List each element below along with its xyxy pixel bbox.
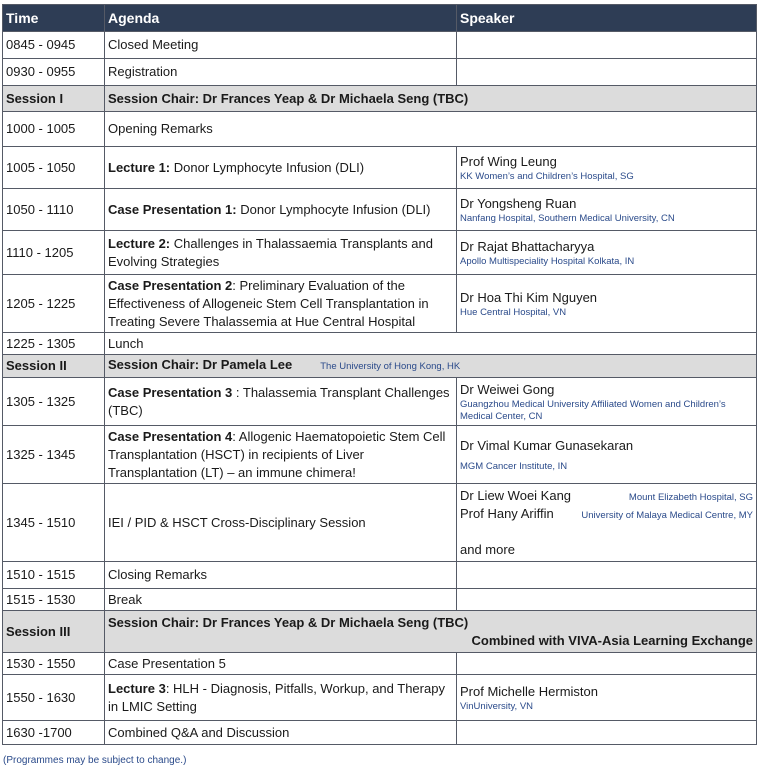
agenda-title: Lecture 3 — [108, 680, 166, 696]
speaker-cell — [457, 562, 757, 589]
speaker-affiliation: KK Women’s and Children’s Hospital, SG — [460, 170, 634, 182]
agenda-cell — [105, 275, 457, 333]
table-row — [3, 32, 757, 59]
agenda-table — [2, 4, 757, 745]
session-row — [3, 86, 757, 112]
time-cell: 1510 - 1515 — [3, 562, 105, 589]
header-speaker: Speaker — [457, 5, 757, 32]
agenda-title: Case Presentation 1: — [108, 201, 237, 217]
speaker-line — [460, 487, 753, 505]
time-cell: 1345 - 1510 — [3, 484, 105, 562]
table-row — [3, 147, 757, 189]
table-row — [3, 484, 757, 562]
agenda-text: : Thalassemia Transplant Challenges (TBC) — [108, 384, 450, 418]
session-row — [3, 355, 757, 378]
session-label: Session III — [3, 611, 105, 653]
header-time: Time — [3, 5, 105, 32]
agenda-cell — [105, 675, 457, 721]
time-cell: 1225 - 1305 — [3, 333, 105, 355]
speaker-cell — [457, 275, 757, 333]
agenda-text: Challenges in Thalassaemia Transplants and Evolving Strategies — [108, 235, 433, 269]
speaker-cell — [457, 426, 757, 484]
agenda-cell — [105, 189, 457, 231]
speaker-cell — [457, 675, 757, 721]
speaker-name: Prof Wing Leung — [460, 153, 557, 169]
time-cell: 1630 -1700 — [3, 721, 105, 745]
header-agenda: Agenda — [105, 5, 457, 32]
table-row — [3, 333, 757, 355]
session-chair-affiliation: The University of Hong Kong, HK — [320, 361, 461, 372]
table-row — [3, 59, 757, 86]
speaker-affiliation: Apollo Multispeciality Hospital Kolkata, IN — [460, 255, 635, 267]
session-label: Session I — [3, 86, 105, 112]
speaker-affiliation: Guangzhou Medical University Affiliated Women and Children’s Medical Center, CN — [460, 398, 726, 422]
speaker-name: Dr Liew Woei Kang — [460, 487, 572, 503]
speaker-cell — [457, 32, 757, 59]
time-cell: 1325 - 1345 — [3, 426, 105, 484]
table-row — [3, 275, 757, 333]
speaker-name: Dr Hoa Thi Kim Nguyen — [460, 289, 598, 305]
session-row — [3, 611, 757, 653]
speaker-cell — [457, 231, 757, 275]
time-cell: 1530 - 1550 — [3, 653, 105, 675]
time-cell: 0845 - 0945 — [3, 32, 105, 59]
agenda-cell: Registration — [105, 59, 457, 86]
table-row — [3, 378, 757, 426]
speaker-cell — [457, 721, 757, 745]
agenda-title: Lecture 2: — [108, 235, 171, 251]
table-row — [3, 426, 757, 484]
agenda-text: Donor Lymphocyte Infusion (DLI) — [170, 159, 365, 175]
speaker-affiliation: Mount Elizabeth Hospital, SG — [628, 491, 753, 503]
footnote: (Programmes may be subject to change.) — [3, 755, 187, 766]
session-chair — [105, 611, 757, 653]
agenda-cell — [105, 378, 457, 426]
agenda-cell: Lunch — [105, 333, 757, 355]
speaker-cell — [457, 378, 757, 426]
agenda-title: Lecture 1: — [108, 159, 171, 175]
session-label: Session II — [3, 355, 105, 378]
agenda-cell: IEI / PID & HSCT Cross-Disciplinary Session — [105, 484, 457, 562]
table-row — [3, 675, 757, 721]
table-row — [3, 112, 757, 147]
agenda-title: Case Presentation 3 — [108, 384, 233, 400]
speaker-cell — [457, 59, 757, 86]
speaker-affiliation: University of Malaya Medical Centre, MY — [581, 509, 753, 521]
time-cell: 1305 - 1325 — [3, 378, 105, 426]
agenda-text: : HLH - Diagnosis, Pitfalls, Workup, and Therapy in LMIC Setting — [108, 680, 445, 714]
speaker-name: Prof Hany Ariffin — [460, 505, 554, 521]
combined-note: Combined with VIVA-Asia Learning Exchange — [471, 632, 753, 648]
session-chair-name: Session Chair: Dr Pamela Lee — [108, 357, 293, 372]
time-cell: 1550 - 1630 — [3, 675, 105, 721]
table-row — [3, 653, 757, 675]
agenda-cell — [105, 147, 457, 189]
agenda-cell — [105, 426, 457, 484]
time-cell: 1205 - 1225 — [3, 275, 105, 333]
speaker-affiliation: MGM Cancer Institute, IN — [460, 460, 568, 472]
time-cell: 1050 - 1110 — [3, 189, 105, 231]
speaker-affiliation: Hue Central Hospital, VN — [460, 306, 567, 318]
table-row — [3, 189, 757, 231]
table-row — [3, 721, 757, 745]
time-cell: 1110 - 1205 — [3, 231, 105, 275]
session-chair — [105, 355, 757, 378]
speaker-affiliation: Nanfang Hospital, Southern Medical University, CN — [460, 212, 675, 224]
session-chair: Session Chair: Dr Frances Yeap & Dr Michaela Seng (TBC) — [105, 86, 757, 112]
speaker-name: Dr Rajat Bhattacharyya — [460, 238, 595, 254]
speaker-name: Dr Vimal Kumar Gunasekaran — [460, 437, 634, 453]
table-row — [3, 562, 757, 589]
header-row — [3, 5, 757, 32]
agenda-title: Case Presentation 4 — [108, 428, 233, 444]
agenda-cell — [105, 231, 457, 275]
speaker-name: Prof Michelle Hermiston — [460, 683, 598, 699]
agenda-cell: Break — [105, 589, 457, 611]
agenda-cell: Combined Q&A and Discussion — [105, 721, 457, 745]
speaker-cell — [457, 147, 757, 189]
time-cell: 1515 - 1530 — [3, 589, 105, 611]
table-row — [3, 589, 757, 611]
speaker-line — [460, 505, 753, 523]
session-chair-name: Session Chair: Dr Frances Yeap & Dr Michaela Seng (TBC) — [108, 614, 469, 630]
time-cell: 0930 - 0955 — [3, 59, 105, 86]
agenda-text: Donor Lymphocyte Infusion (DLI) — [236, 201, 431, 217]
agenda-cell: Closed Meeting — [105, 32, 457, 59]
time-cell: 1000 - 1005 — [3, 112, 105, 147]
more-speakers: and more — [460, 541, 515, 557]
speaker-affiliation: VinUniversity, VN — [460, 700, 534, 712]
agenda-text: : Preliminary Evaluation of the Effectiveness of Allogeneic Stem Cell Transplantation in Treating Severe Thalassemia at Hue Central Hospital — [108, 277, 429, 329]
agenda-cell: Closing Remarks — [105, 562, 457, 589]
speaker-name: Dr Weiwei Gong — [460, 381, 555, 397]
speaker-cell — [457, 653, 757, 675]
agenda-text: : Allogenic Haematopoietic Stem Cell Transplantation (HSCT) in recipients of Liver Transplantation (LT) – an immune chimera! — [108, 428, 446, 480]
speaker-cell — [457, 189, 757, 231]
speaker-cell — [457, 484, 757, 562]
speaker-cell — [457, 589, 757, 611]
speaker-name: Dr Yongsheng Ruan — [460, 195, 577, 211]
agenda-cell: Case Presentation 5 — [105, 653, 457, 675]
table-row — [3, 231, 757, 275]
agenda-title: Case Presentation 2 — [108, 277, 233, 293]
time-cell: 1005 - 1050 — [3, 147, 105, 189]
agenda-cell: Opening Remarks — [105, 112, 757, 147]
